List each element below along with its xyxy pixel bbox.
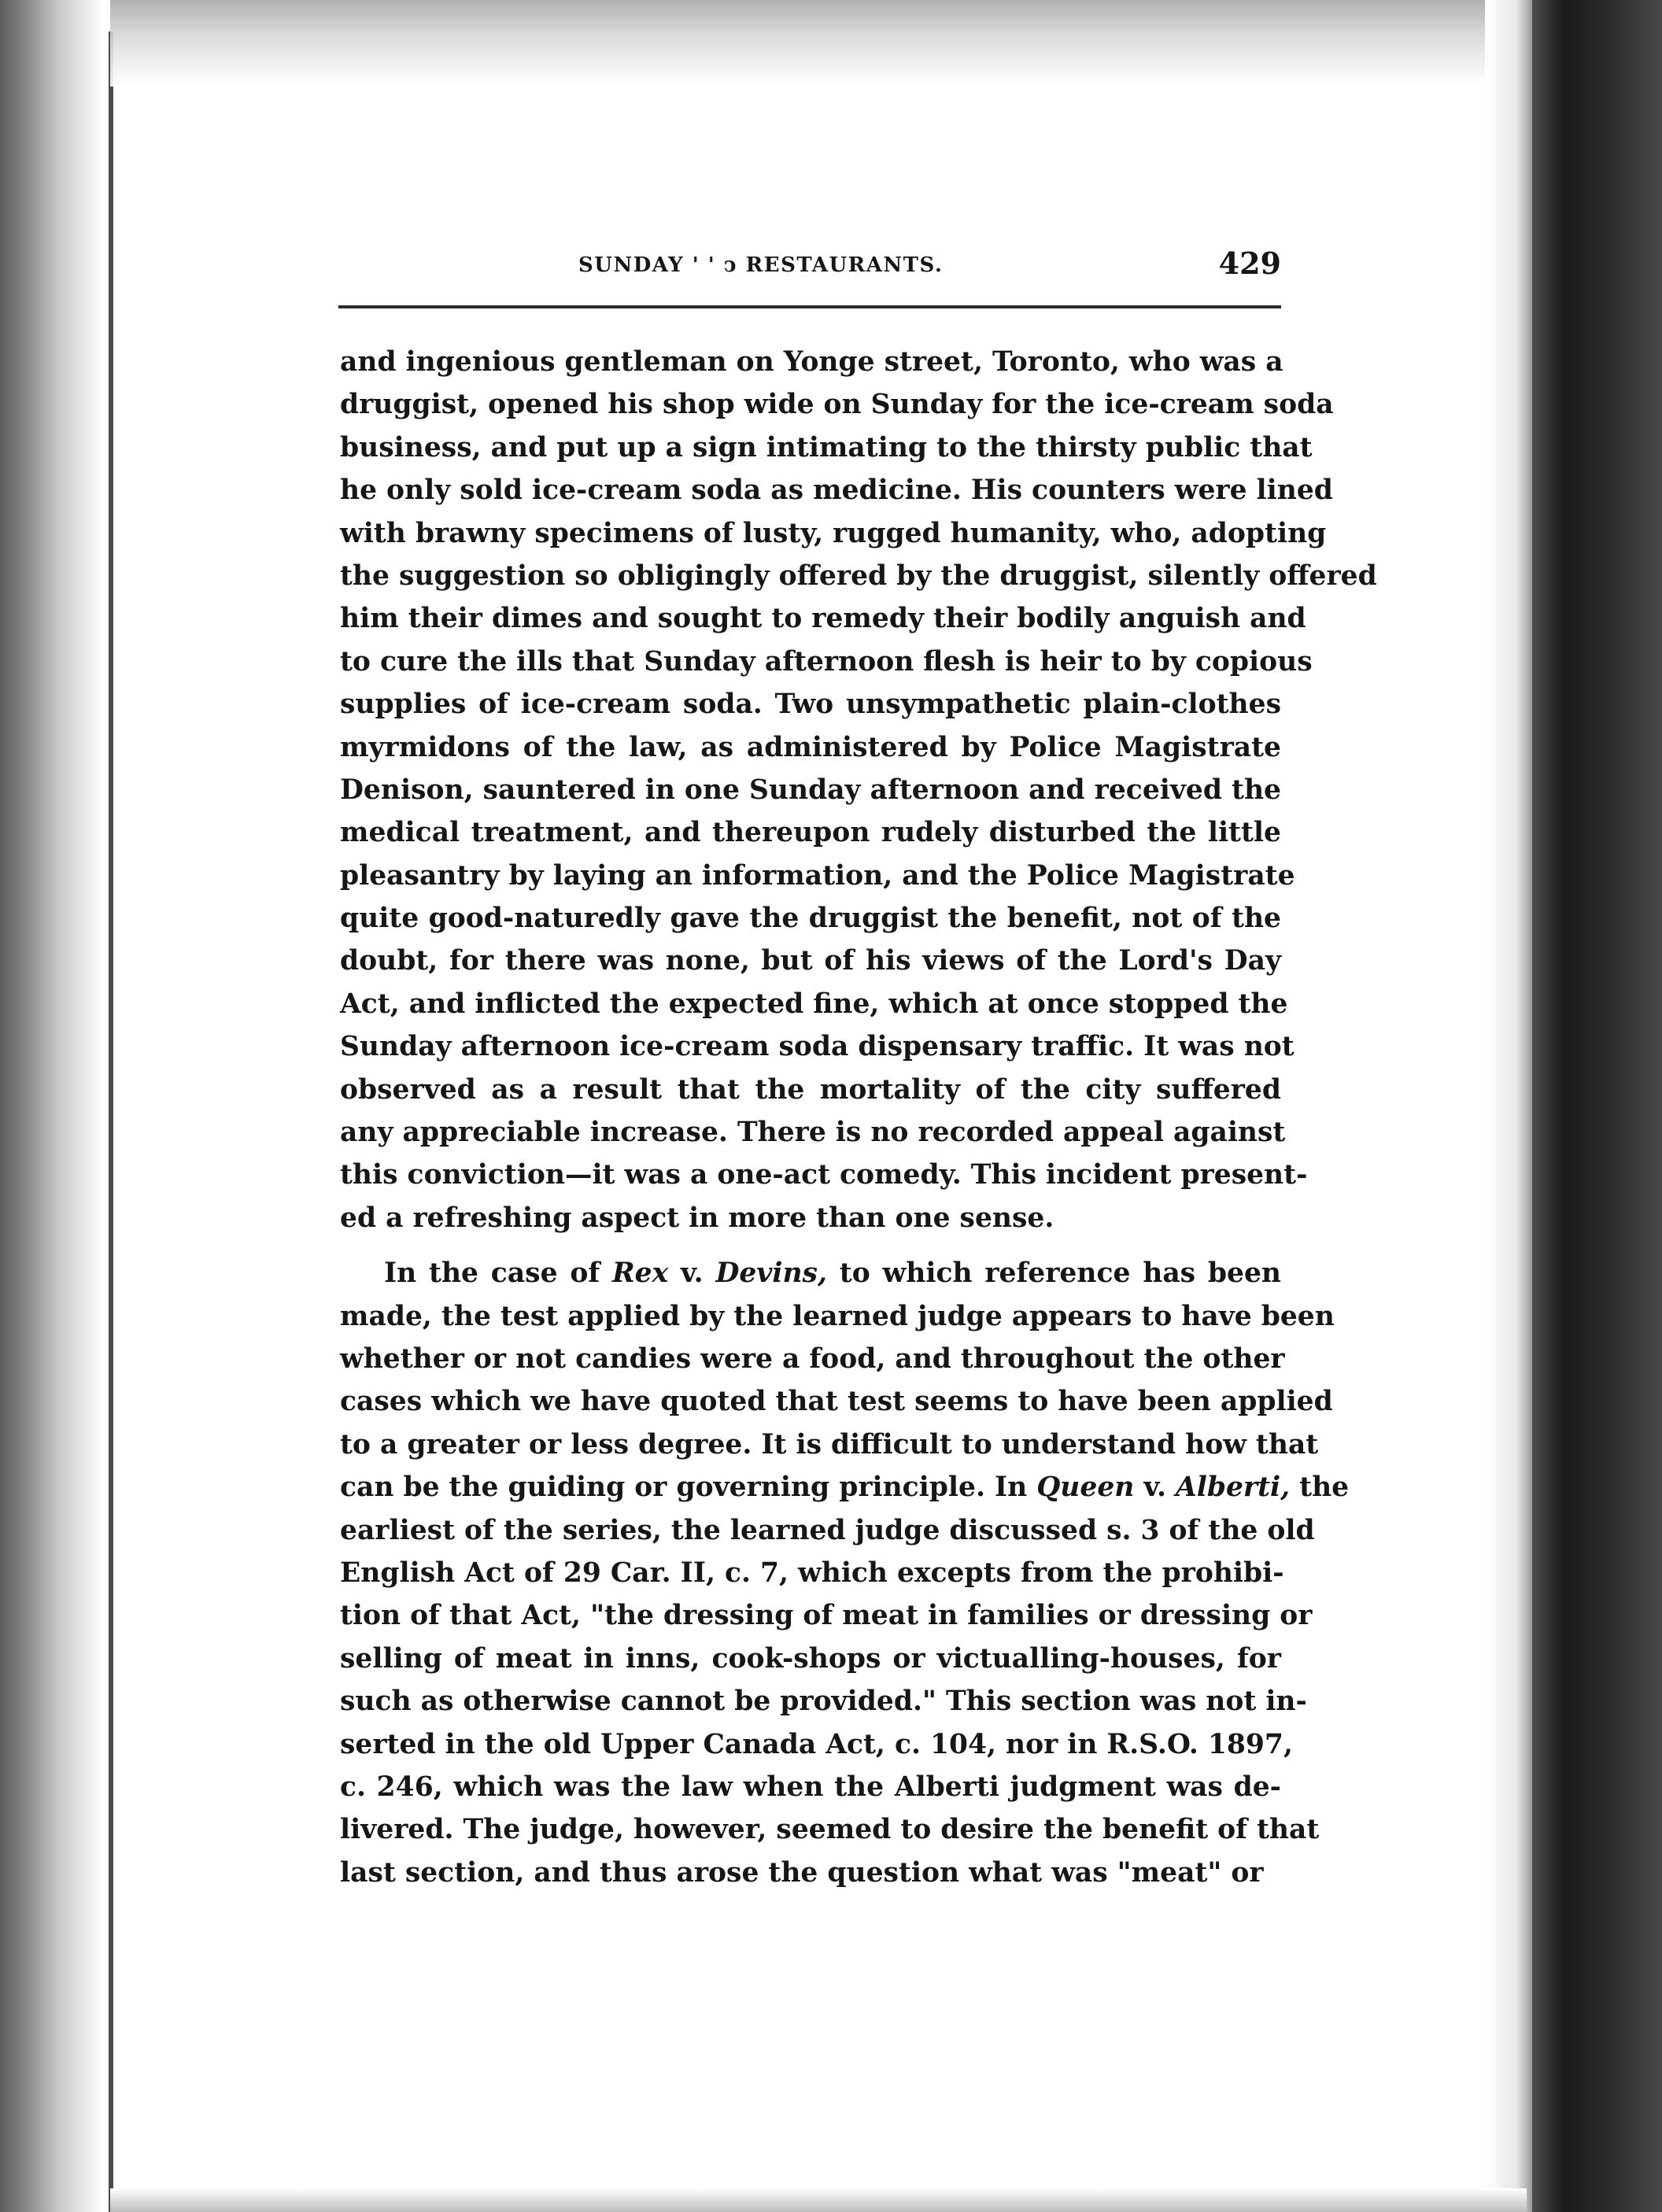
case-name: Devins, (715, 1257, 827, 1290)
text-line: business, and put up a sign intimating to the thirsty public that (340, 431, 1313, 463)
line-segment: v. (668, 1257, 716, 1290)
text-line: c. 246, which was the law when the Alberti judgment was de- (340, 1771, 1281, 1803)
text-line: Sunday afternoon ice-cream soda dispensary traffic. It was not (340, 1031, 1295, 1063)
line-segment: In the case of (384, 1257, 613, 1290)
text-line: tion of that Act, "the dressing of meat in families or dressing or (340, 1600, 1313, 1632)
text-line: druggist, opened his shop wide on Sunday for the ice-cream soda (340, 389, 1334, 421)
text-line: this conviction—it was a one-act comedy. This incident present- (340, 1159, 1308, 1191)
scan-bottom-margin (110, 2188, 1527, 2212)
header-rule (338, 305, 1281, 308)
text-line: observed as a result that the mortality of the city suffered (340, 1073, 1281, 1106)
text-line: the suggestion so obligingly offered by the druggist, silently offered (340, 559, 1377, 592)
text-line: myrmidons of the law, as administered by Police Magistrate (340, 731, 1281, 763)
paragraph (340, 1252, 1350, 1894)
text-line: and ingenious gentleman on Yonge street, Toronto, who was a (340, 346, 1283, 378)
text-line: Act, and inflicted the expected fine, which at once stopped the (340, 988, 1288, 1020)
text-line: whether or not candies were a food, and throughout the other (340, 1342, 1285, 1375)
text-line: English Act of 29 Car. II, c. 7, which excepts from the prohibi- (340, 1557, 1284, 1589)
body-text (340, 341, 1377, 1894)
text-line: quite good-naturedly gave the druggist the benefit, not of the (340, 903, 1281, 935)
text-line: with brawny specimens of lusty, rugged humanity, who, adopting (340, 517, 1327, 549)
text-line: earliest of the series, the learned judge discussed s. 3 of the old (340, 1514, 1315, 1546)
scan-right-margin (1532, 0, 1662, 2212)
text-line: cases which we have quoted that test seems to have been applied (340, 1386, 1333, 1418)
running-head-title: SUNDAY ' ' ↄ RESTAURANTS. (578, 253, 944, 277)
text-line: Denison, sauntered in one Sunday afternoon and received the (340, 774, 1281, 806)
scan-top-margin (110, 0, 1527, 87)
scan-left-margin (0, 0, 102, 2212)
text-line: made, the test applied by the learned judge appears to have been (340, 1300, 1335, 1332)
paragraph-gap (340, 1239, 1281, 1252)
text-line (340, 1466, 1350, 1509)
case-name: Rex (612, 1257, 669, 1290)
text-line: to cure the ills that Sunday afternoon flesh is heir to by copious (340, 645, 1313, 678)
scan-binding-shadow (109, 31, 113, 2212)
line-segment: the (1290, 1472, 1350, 1504)
text-line: livered. The judge, however, seemed to desire the benefit of that (340, 1814, 1320, 1846)
page-number: 429 (1218, 246, 1281, 281)
text-line: selling of meat in inns, cook-shops or victualling-houses, for (340, 1642, 1281, 1675)
line-segment: can be the guiding or governing principle. In (340, 1472, 1037, 1504)
scan-right-fade (1485, 0, 1532, 2212)
case-name: Alberti, (1175, 1472, 1291, 1504)
running-head (338, 244, 1281, 291)
text-line: him their dimes and sought to remedy their bodily anguish and (340, 603, 1306, 635)
case-name: Queen (1036, 1472, 1135, 1504)
line-segment: v. (1134, 1472, 1176, 1504)
text-line: doubt, for there was none, but of his views of the Lord's Day (340, 945, 1281, 977)
paragraph (340, 341, 1377, 1239)
text-line: supplies of ice-cream soda. Two unsympathetic plain-clothes (340, 689, 1281, 721)
text-line: he only sold ice-cream soda as medicine. His counters were lined (340, 475, 1333, 507)
text-line: any appreciable increase. There is no recorded appeal against (340, 1117, 1286, 1149)
text-line: to a greater or less degree. It is difficult to understand how that (340, 1428, 1319, 1461)
text-line: last section, and thus arose the question what was "meat" or (340, 1856, 1264, 1889)
text-line: such as otherwise cannot be provided." This section was not in- (340, 1686, 1307, 1718)
text-line: pleasantry by laying an information, and the Police Magistrate (340, 859, 1295, 892)
text-line: medical treatment, and thereupon rudely disturbed the little (340, 817, 1281, 849)
text-line (340, 1252, 1281, 1294)
text-line: ed a refreshing aspect in more than one sense. (340, 1202, 1054, 1234)
line-segment: to which reference has been (826, 1257, 1282, 1290)
text-line: serted in the old Upper Canada Act, c. 104, nor in R.S.O. 1897, (340, 1728, 1293, 1760)
